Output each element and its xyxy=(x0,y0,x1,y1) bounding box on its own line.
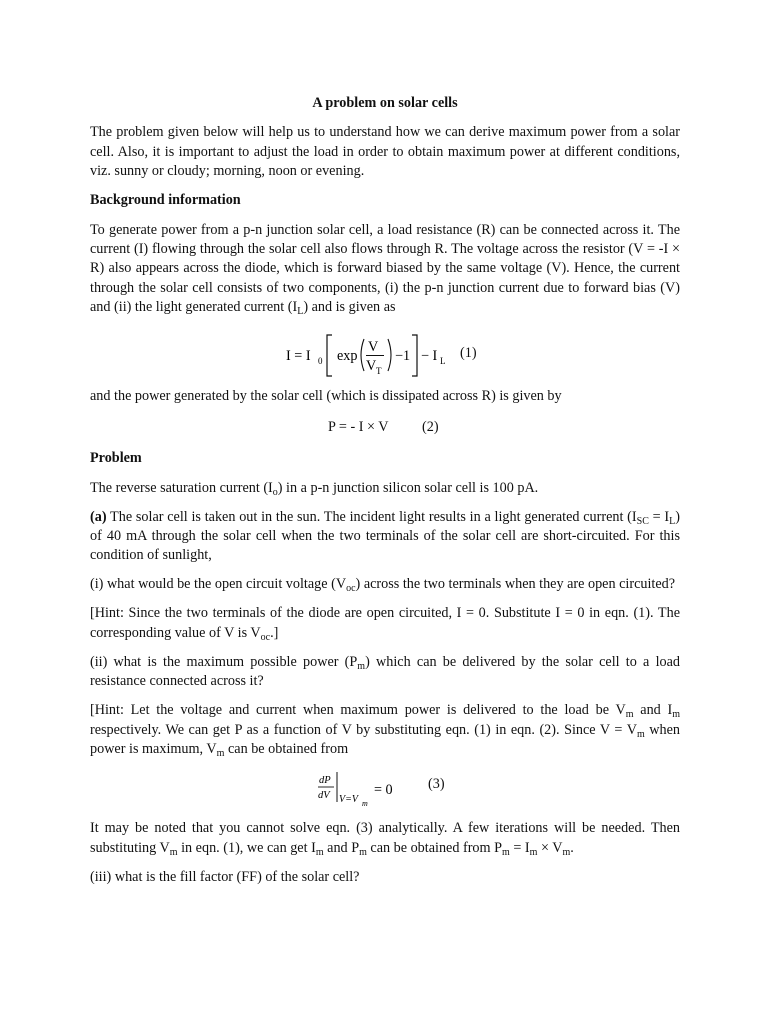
svg-text:L: L xyxy=(440,356,446,367)
svg-text:V: V xyxy=(366,358,377,375)
svg-text:dP: dP xyxy=(319,775,331,787)
svg-text:−1: −1 xyxy=(395,348,411,365)
svg-text:− I: − I xyxy=(421,348,438,365)
svg-text:exp: exp xyxy=(337,348,358,365)
equation-1-formula xyxy=(284,327,484,383)
svg-text:= 0: = 0 xyxy=(374,782,393,799)
problem-statement: The reverse saturation current $(I_o)$ in a p-n junction silicon solar cell is 100 pA. xyxy=(90,479,539,498)
equation-1 xyxy=(90,327,680,383)
right-bracket xyxy=(412,335,417,376)
svg-text:dV: dV xyxy=(318,790,330,802)
svg-text:0: 0 xyxy=(318,356,323,367)
note-paragraph: It may be noted that you cannot solve eqn. (3) analytically. A few iterations will be needed. Then substituting $V_m$ in eqn. (1), we can get $I_m$ and $P_m$ can be obtained from $P_m = I_m \times V_m$. xyxy=(90,820,680,858)
page-title: A problem on solar cells xyxy=(312,95,458,111)
svg-text:V=V: V=V xyxy=(339,794,358,806)
equation-2 xyxy=(90,416,680,442)
document-page xyxy=(90,94,680,897)
hint-ii: [Hint: Let the voltage and current when maximum power is delivered to the load be $V_m$ and $I_m$ respectively. We can get P as a function of V by substituting eqn. (1) in eqn. (2). Since $V = V_m$ when power is maximum, $V_m$ can be obtained from xyxy=(90,702,681,760)
part-a: (a) The solar cell is taken out in the sun. The incident light results in a light generated current $(I_{SC} = I_L)$ of 40 mA through the solar cell when the two terminals of the solar cell are short-circuited. For this condition of sunlight, xyxy=(90,508,680,564)
left-paren xyxy=(361,339,364,371)
svg-text:T: T xyxy=(376,366,382,377)
question-i: (i) what would be the open circuit voltage $(V_{oc})$ across the two terminals when they are open circuited? xyxy=(90,576,676,595)
equation-2-label: (2) xyxy=(422,419,439,436)
equation-3-formula xyxy=(316,769,436,813)
equation-2-formula: P = - I × V xyxy=(328,419,389,436)
equation-1-label: (1) xyxy=(460,345,477,362)
hint-i: [Hint: Since the two terminals of the diode are open circuited, I = 0. Substitute I = 0 in eqn. (1). The corresponding value of V is $V_{oc}$.] xyxy=(90,605,680,643)
equation-3-label: (3) xyxy=(428,776,445,793)
question-ii: (ii) what is the maximum possible power $(P_m)$ which can be delivered by the solar cell to a load resistance connected across it? xyxy=(90,653,680,690)
background-paragraph: To generate power from a p-n junction solar cell, a load resistance (R) can be connected across it. The current (I) flowing through the solar cell also flows through R. The voltage across the resistor (V = -I × R) also appears across the diode, which is forward biased by the same voltage (V). Hence, the current through the solar cell consists of two components, (i) the p-n junction current due to forward bias (V) and (ii) the light generated current $(I_L)$ and is given as xyxy=(90,221,680,318)
power-intro: and the power generated by the solar cell (which is dissipated across R) is given by xyxy=(90,388,562,405)
svg-text:I = I: I = I xyxy=(286,348,311,365)
problem-heading: Problem xyxy=(90,450,142,467)
background-heading: Background information xyxy=(90,192,241,209)
intro-paragraph: The problem given below will help us to understand how we can derive maximum power from a solar cell. Also, it is important to adjust the load in order to obtain maximum power at different conditions, viz. sunny or cloudy; morning, noon or evening. xyxy=(90,124,680,180)
left-bracket xyxy=(327,335,332,376)
question-iii: (iii) what is the fill factor (FF) of the solar cell? xyxy=(90,868,360,885)
equation-3 xyxy=(90,769,680,813)
right-paren xyxy=(388,339,391,371)
svg-text:V: V xyxy=(368,339,379,356)
svg-text:m: m xyxy=(362,799,368,809)
